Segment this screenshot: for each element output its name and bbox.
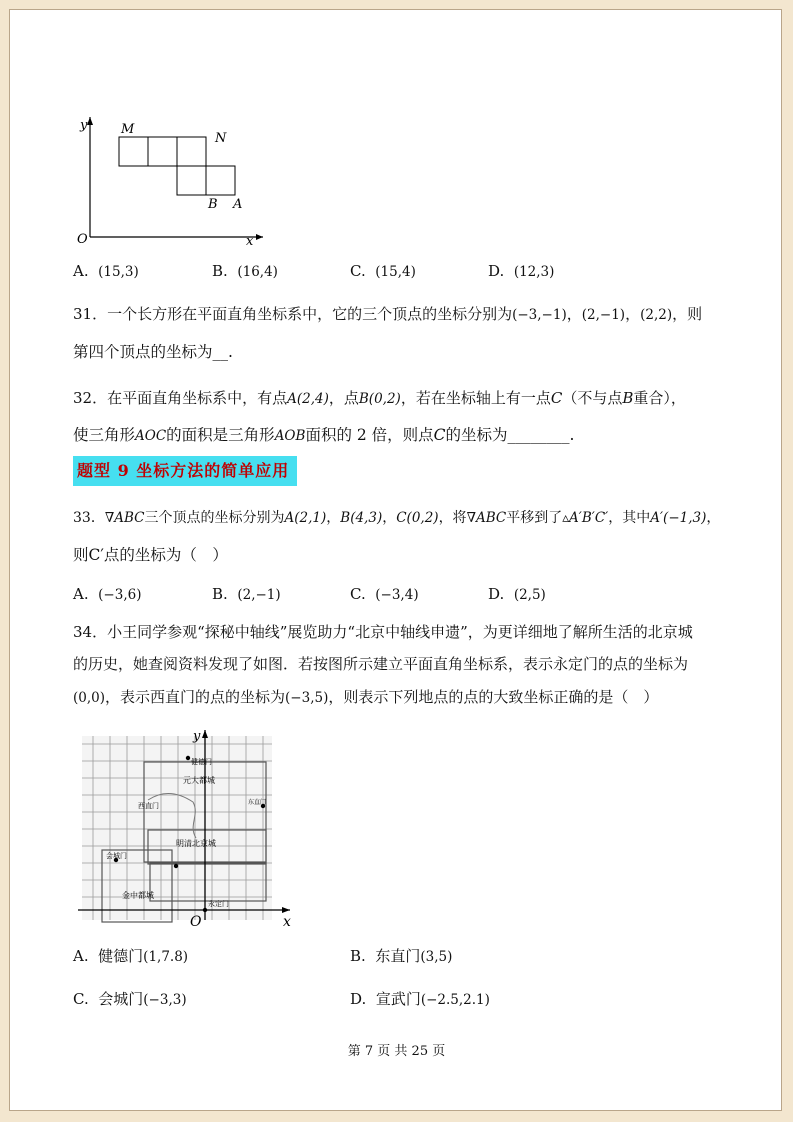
q33-option-d[interactable]: D. (2,5): [488, 585, 546, 603]
q34-option-b[interactable]: B. 东直门(3,5): [350, 947, 453, 965]
q34-line1: 34．小王同学参观“探秘中轴线”展览助力“北京中轴线申遗”，为更详细地了解所生活的北京城: [73, 623, 693, 641]
map-background: [82, 736, 272, 920]
document-page: [9, 9, 782, 1111]
y-axis-arrow-icon: [87, 117, 93, 125]
map-x-arrow-icon: [282, 907, 290, 913]
q33-line2: 则C′点的坐标为（ ）: [73, 546, 228, 564]
map-label-jinzhongdu: 金中都城: [122, 891, 154, 900]
x-axis-arrow-icon: [256, 234, 263, 240]
map-label-mingqing: 明清北京城: [176, 839, 216, 848]
q33-option-b[interactable]: B. (2,−1): [212, 585, 281, 603]
q30-option-d[interactable]: D. (12,3): [488, 262, 555, 280]
q30-option-a[interactable]: A. (15,3): [73, 262, 139, 280]
map-label-dongzhimen: 东直门: [248, 799, 267, 806]
q33-option-c[interactable]: C. (−3,4): [350, 585, 419, 603]
xuanwumen-point: [174, 864, 178, 868]
yongdingmen-point: [203, 908, 207, 912]
q30-option-c[interactable]: C. (15,4): [350, 262, 416, 280]
point-m-label: M: [121, 122, 135, 137]
map-x-label: x: [283, 914, 291, 930]
map-label-jiandemen: 健德门: [191, 758, 212, 766]
fig1-y-label: y: [80, 118, 88, 133]
q34-option-c[interactable]: C. 会城门(−3,3): [73, 990, 187, 1008]
q34-option-a[interactable]: A. 健德门(1,7.8): [73, 947, 189, 965]
q31-line2: 第四个顶点的坐标为__.: [73, 343, 233, 361]
q34-line2: 的历史，她查阅资料发现了如图．若按图所示建立平面直角坐标系，表示永定门的点的坐标为: [73, 655, 689, 673]
q30-option-b[interactable]: B. (16,4): [212, 262, 278, 280]
beijing-map-figure: [78, 720, 298, 930]
fig1-origin-label: O: [77, 232, 88, 245]
fig1-x-label: x: [246, 234, 254, 245]
map-origin-label: O: [190, 914, 202, 930]
map-y-arrow-icon: [202, 730, 208, 738]
map-label-yuandadu: 元大都城: [183, 776, 215, 785]
map-label-yongdingmen: 永定门: [208, 900, 229, 908]
q33-option-a[interactable]: A. (−3,6): [73, 585, 142, 603]
map-label-xizhimen: 西直门: [138, 802, 159, 810]
section-banner: 题型 9 坐标方法的简单应用: [73, 456, 297, 486]
q34-line3: (0,0)，表示西直门的点的坐标为(−3,5)，则表示下列地点的点的大致坐标正确的是（ ）: [73, 688, 659, 706]
point-n-label: N: [215, 131, 227, 146]
q32-line1: 32．在平面直角坐标系中，有点A(2,4)，点B(0,2)，若在坐标轴上有一点C（不与点B重合），: [73, 389, 686, 407]
jiandemen-point: [186, 756, 190, 760]
square-grid-figure: [65, 105, 265, 245]
q31-line1: 31．一个长方形在平面直角坐标系中，它的三个顶点的坐标分别为(−3,−1)，(2,−1)，(2,2)，则: [73, 305, 703, 323]
q33-line1: 33．∇ABC三个顶点的坐标分别为A(2,1)，B(4,3)，C(0,2)，将∇ABC平移到了▵A′B′C′，其中A′(−1,3)，: [73, 510, 721, 526]
point-b-label: B: [208, 197, 218, 212]
map-label-huichengmen: 会城门: [106, 852, 127, 860]
page-footer: 第 7 页 共 25 页: [347, 1044, 446, 1059]
q34-option-d[interactable]: D. 宣武门(−2.5,2.1): [350, 990, 490, 1008]
q32-line2: 使三角形AOC的面积是三角形AOB面积的 2 倍，则点C的坐标为________.: [73, 426, 575, 444]
map-y-label: y: [193, 729, 201, 744]
point-a-label: A: [233, 197, 243, 212]
